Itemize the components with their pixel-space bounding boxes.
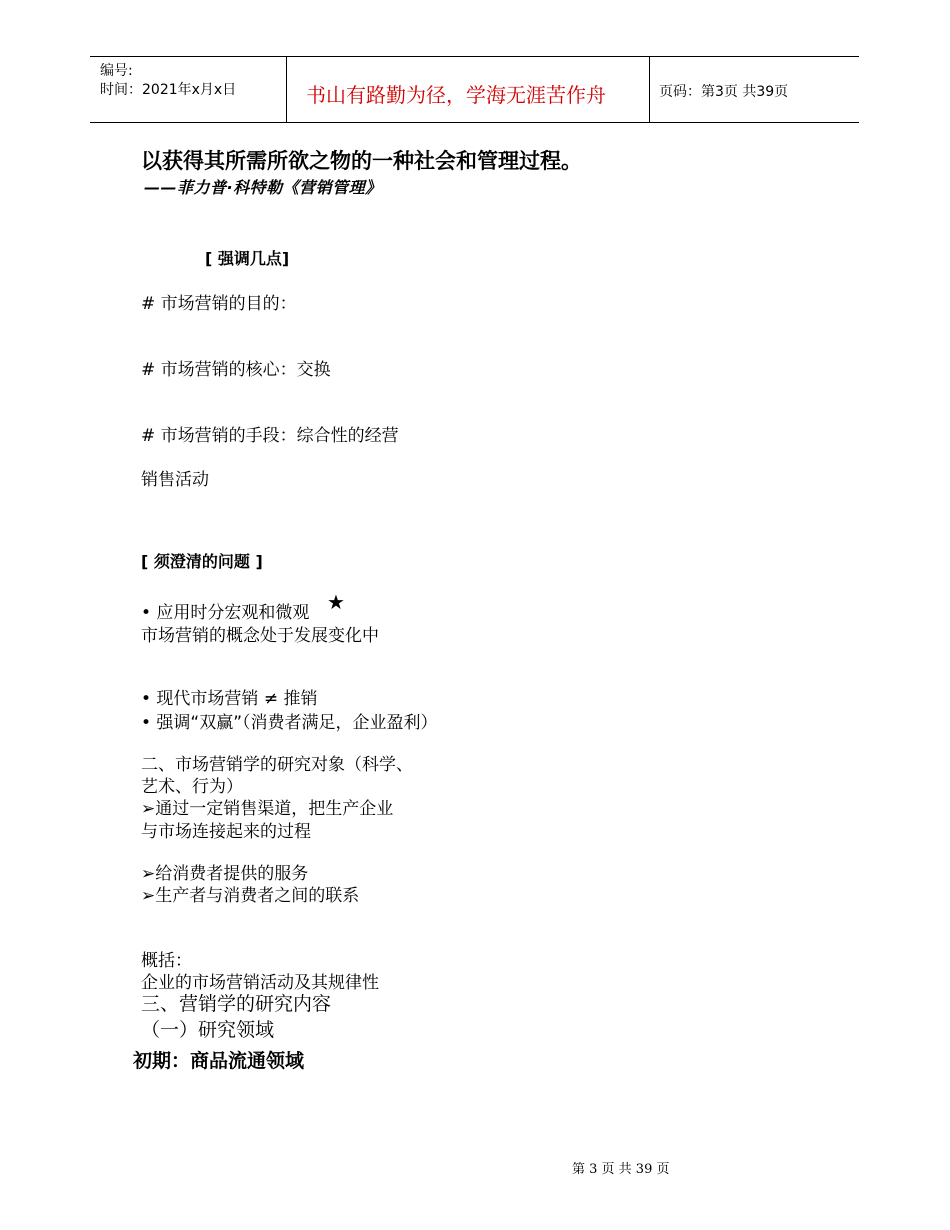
channel-item: ➢通过一定销售渠道，把生产企业 (141, 799, 394, 819)
star-icon: ★ (327, 590, 345, 614)
service-item: ➢给消费者提供的服务 (141, 864, 309, 884)
header-top-rule (90, 56, 859, 57)
modern-marketing-item: • 现代市场营销 ≠ 推销 (141, 689, 318, 709)
early-stage: 初期：商品流通领域 (133, 1050, 305, 1072)
header-divider-left (286, 56, 287, 122)
clarify-heading: [ 须澄清的问题 ] (141, 552, 263, 571)
section2-heading: 二、市场营销学的研究对象（科学、 (141, 755, 413, 775)
serial-label: 编号: (100, 63, 133, 79)
subsection1-heading: （一）研究领域 (141, 1019, 275, 1041)
section2-heading-cont: 艺术、行为） (141, 777, 243, 797)
definition-line: 以获得其所需所欲之物的一种社会和管理过程。 (141, 149, 582, 173)
channel-item-cont: 与市场连接起来的过程 (141, 822, 311, 842)
sales-activity: 销售活动 (141, 470, 209, 490)
page-info: 页码：第3页 共39页 (659, 84, 789, 100)
summary-text: 企业的市场营销活动及其规律性 (141, 973, 379, 993)
core-item: # 市场营销的核心：交换 (141, 360, 331, 380)
purpose-item: # 市场营销的目的： (141, 294, 297, 314)
win-win-item: • 强调“双赢”（消费者满足，企业盈利） (141, 713, 438, 733)
header-divider-right (649, 56, 650, 122)
header-motto: 书山有路勤为径，学海无涯苦作舟 (306, 83, 606, 107)
macro-micro-item: • 应用时分宏观和微观 (141, 603, 310, 623)
citation: ——菲力普·科特勒《营销管理》 (144, 178, 382, 197)
means-item: # 市场营销的手段：综合性的经营 (141, 426, 399, 446)
time-label: 时间：2021年x月x日 (100, 82, 237, 98)
page-footer: 第 3 页 共 39 页 (572, 1162, 670, 1177)
emphasis-heading: [ 强调几点] (205, 249, 290, 268)
concept-change: 市场营销的概念处于发展变化中 (141, 626, 379, 646)
section3-heading: 三、营销学的研究内容 (141, 993, 332, 1015)
header-bottom-rule (90, 122, 859, 123)
link-item: ➢生产者与消费者之间的联系 (141, 886, 360, 906)
summary-label: 概括： (141, 951, 192, 971)
